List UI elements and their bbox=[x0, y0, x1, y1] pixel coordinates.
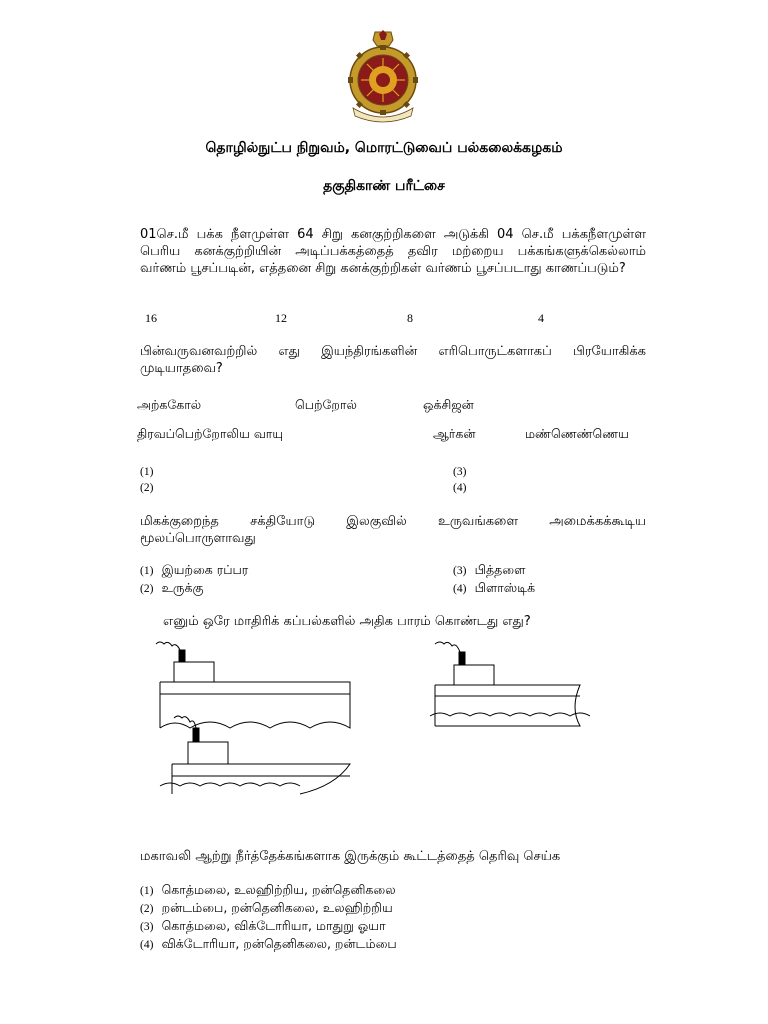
question-2-text: பின்வருவனவற்றில் எது இயந்திரங்களின் எரிபொருட்களாகப் பிரயோகிக்க முடியாதவை? bbox=[140, 344, 646, 376]
q5-option-3-label: கொத்மலை, விக்டோரியா, மாதுறு ஓயா bbox=[161, 918, 386, 933]
q2-option-3-number: (3) bbox=[453, 466, 467, 478]
q3-option-4-label: பிளாஸ்டிக் bbox=[474, 580, 536, 595]
q2-item-lpg: திரவப்பெற்றோலிய வாயு bbox=[137, 426, 284, 441]
ship-3-drawing bbox=[160, 716, 350, 794]
q3-option-3 bbox=[453, 562, 525, 579]
q2-option-4-number: (4) bbox=[453, 482, 467, 494]
ship-1-drawing bbox=[156, 642, 350, 728]
q3-option-2-number: (2) bbox=[140, 583, 154, 595]
q3-option-1-number: (1) bbox=[140, 565, 154, 577]
question-1-text: 01செ.மீ பக்க நீளமுள்ள 64 சிறு கனகுற்றிகளை அடுக்கி 04 செ.மீ பக்கநீளமுள்ள பெரிய கனக்குற்றியின் அடிப்பக்கத்தைத் தவிர மற்றைய பக்கங்களுக்கெல்லாம் வர்ணம் பூசப்படின், எத்தனை சிறு கனக்குற்றிகள் வர்ணம் பூசப்படாது காணப்படும்? bbox=[140, 227, 646, 276]
q5-option-2-label: றன்டம்பை, றன்தெனிகலை, உலஹிற்றிய bbox=[161, 900, 393, 915]
q5-option-3-number: (3) bbox=[140, 921, 154, 933]
q1-option-2: 12 bbox=[275, 311, 287, 325]
q3-option-1 bbox=[140, 562, 248, 579]
q5-option-1-label: கொத்மலை, உலஹிற்றிய, றன்தெனிகலை bbox=[161, 882, 396, 897]
question-5-text: மகாவலி ஆற்று நீர்த்தேக்கங்களாக இருக்கும் கூட்டத்தைத் தெரிவு செய்க bbox=[140, 849, 561, 864]
q2-option-1-number: (1) bbox=[140, 466, 154, 478]
q3-option-2 bbox=[140, 580, 204, 597]
q3-option-4-number: (4) bbox=[453, 583, 467, 595]
q5-option-2 bbox=[140, 900, 393, 917]
q3-option-4 bbox=[453, 580, 535, 597]
q5-option-4-label: விக்டோரியா, றன்தெனிகலை, றன்டம்பை bbox=[161, 936, 397, 951]
question-3-text: மிகக்குறைந்த சக்தியோடு இலகுவில் உருவங்களை அமைக்கக்கூடிய மூலப்பொருளாவது bbox=[140, 514, 646, 546]
q5-option-3 bbox=[140, 918, 386, 935]
q5-option-4 bbox=[140, 936, 397, 953]
q2-item-petrol: பெற்றோல் bbox=[295, 397, 357, 412]
q2-item-alcohol: அற்ககோல் bbox=[137, 397, 202, 412]
q5-option-4-number: (4) bbox=[140, 939, 154, 951]
q1-option-1: 16 bbox=[145, 311, 157, 325]
ships-illustration bbox=[150, 636, 590, 806]
q3-option-3-label: பித்தளை bbox=[474, 562, 526, 577]
q5-option-1 bbox=[140, 882, 396, 899]
q3-option-3-number: (3) bbox=[453, 565, 467, 577]
q2-item-argon: ஆர்கன் bbox=[433, 426, 476, 441]
q2-option-2-number: (2) bbox=[140, 482, 154, 494]
q5-option-1-number: (1) bbox=[140, 885, 154, 897]
q3-option-1-label: இயற்கை ரப்பர bbox=[161, 562, 249, 577]
ship-2-drawing bbox=[430, 642, 590, 726]
question-4-text: எனும் ஒரே மாதிரிக் கப்பல்களில் அதிக பாரம் கொண்டது எது? bbox=[163, 614, 531, 629]
university-seal-logo bbox=[345, 28, 421, 124]
q2-item-kerosene: மண்ணெண்ணெய bbox=[525, 426, 629, 441]
q1-option-3: 8 bbox=[407, 311, 413, 325]
exam-subtitle: தகுதிகாண் பரீட்சை bbox=[323, 178, 445, 194]
q5-option-2-number: (2) bbox=[140, 903, 154, 915]
q3-option-2-label: உருக்கு bbox=[161, 580, 204, 595]
q2-item-oxygen: ஒக்சிஜன் bbox=[423, 397, 474, 412]
page-title: தொழில்நுட்ப நிறுவம், மொரட்டுவைப் பல்கலைக்கழகம் bbox=[205, 140, 563, 156]
q1-option-4: 4 bbox=[538, 311, 544, 325]
